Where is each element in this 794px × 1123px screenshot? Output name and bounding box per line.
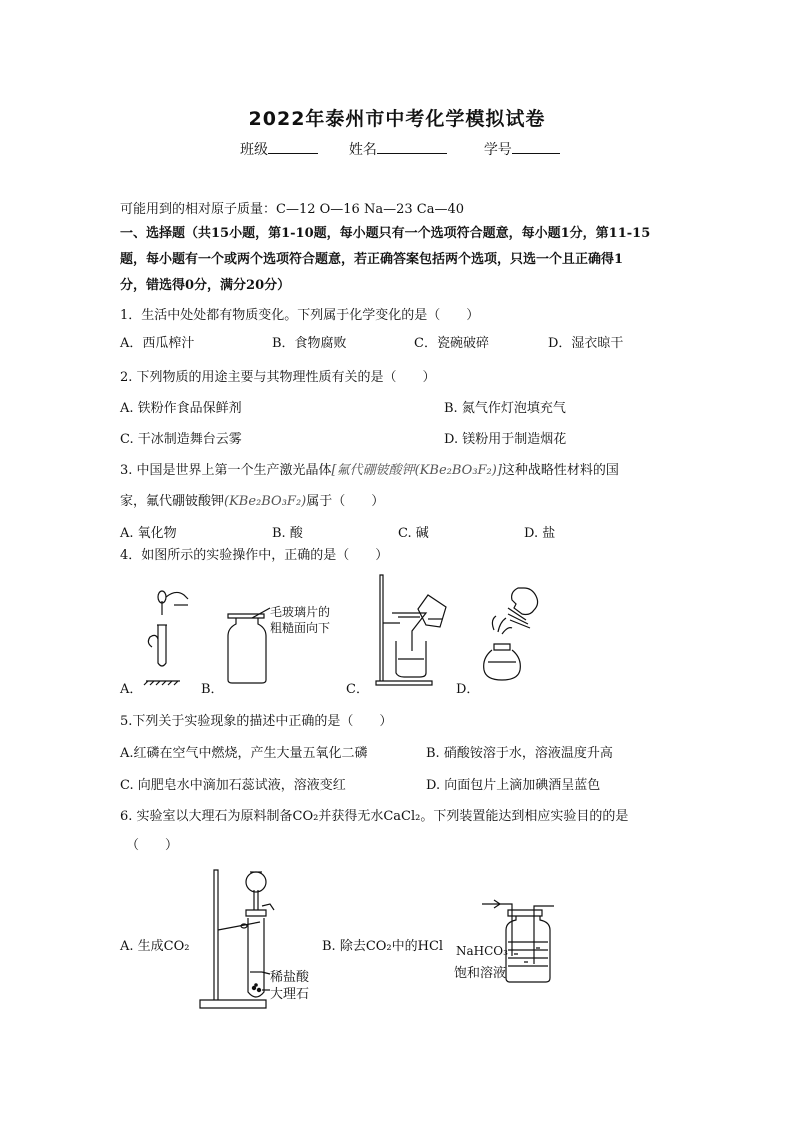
question-6-option-a: A. 生成CO₂: [120, 939, 190, 954]
name-blank: [377, 141, 447, 154]
question-1-option-a: A．西瓜榨汁: [120, 336, 195, 351]
name-label: 姓名: [348, 142, 377, 158]
id-blank: [512, 141, 560, 154]
question-6-option-b: B. 除去CO₂中的HCl: [322, 939, 444, 954]
id-label: 学号: [483, 142, 512, 158]
section-instructions-3: 分，错选得0分，满分20分）: [120, 278, 291, 293]
page-title: 2022年泰州市中考化学模拟试卷: [248, 108, 546, 130]
q4-figure-b-gas-bottle-icon: [224, 612, 274, 684]
q6-a-label-marble: 大理石: [270, 987, 310, 1002]
q6-a-label-acid: 稀盐酸: [270, 970, 310, 985]
q4-b-note-line2: 粗糙面向下: [270, 621, 331, 635]
q4-figure-c-filtration-icon: [370, 573, 460, 685]
question-1-stem: 1．生活中处处都有物质变化。下列属于化学变化的是（ ）: [120, 308, 480, 323]
question-5-option-a: A.红磷在空气中燃烧，产生大量五氧化二磷: [120, 746, 368, 761]
question-3-stem-pre: 3. 中国是世界上第一个生产激光晶体: [120, 463, 332, 478]
section-instructions-1: 一、选择题（共15小题，第1-10题，每小题只有一个选项符合题意，每小题1分，第11-15: [120, 226, 651, 241]
question-2-option-d: D. 镁粉用于制造烟花: [444, 432, 567, 447]
question-3-option-b: B. 酸: [272, 526, 303, 541]
class-blank: [268, 141, 318, 154]
question-4-option-b: B．: [201, 682, 224, 697]
q6-b-label-solution: 饱和溶液: [454, 966, 507, 981]
student-info-line: [240, 139, 560, 159]
question-3-line2-pre: 家，氟代硼铍酸钾: [120, 494, 225, 509]
question-5-option-c: C. 向肥皂水中滴加石蕊试液，溶液变红: [120, 778, 346, 793]
question-1-option-b: B．食物腐败: [272, 336, 347, 351]
question-2-stem: 2. 下列物质的用途主要与其物理性质有关的是（ ）: [120, 370, 436, 385]
question-1-option-d: D．湿衣晾干: [548, 336, 624, 351]
question-5-option-b: B. 硝酸铵溶于水，溶液温度升高: [426, 746, 613, 761]
question-5-option-d: D. 向面包片上滴加碘酒呈蓝色: [426, 778, 601, 793]
question-4-option-a: A．: [120, 682, 143, 697]
question-6-blank: （ ）: [126, 838, 179, 853]
section-instructions-2: 题，每小题有一个或两个选项符合题意，若正确答案包括两个选项，只选一个且正确得1: [120, 252, 624, 267]
question-4-option-d: D．: [456, 682, 480, 697]
q4-figure-d-alcohol-lamp-icon: [478, 586, 552, 684]
question-3-stem-post: 这种战略性材料的国: [501, 463, 619, 478]
class-label: 班级: [240, 142, 268, 158]
question-3-option-c: C. 碱: [398, 526, 429, 541]
atomic-mass-line: 可能用到的相对原子质量：C—12 O—16 Na—23 Ca—40: [120, 202, 464, 217]
q6-b-label-nahco3: NaHCO₃: [456, 944, 508, 958]
question-2-option-c: C. 干冰制造舞台云雾: [120, 432, 242, 447]
question-2-option-a: A. 铁粉作食品保鲜剂: [120, 401, 242, 416]
question-3-stem-line2: [120, 490, 384, 509]
question-5-stem: 5.下列关于实验现象的描述中正确的是（ ）: [120, 714, 393, 729]
q4-b-note-line1: 毛玻璃片的: [270, 605, 331, 619]
question-6-stem: 6. 实验室以大理石为原料制备CO₂并获得无水CaCl₂。下列装置能达到相应实验目的的是: [120, 809, 629, 824]
question-3-option-a: A. 氧化物: [120, 526, 177, 541]
question-3-line2-post: 属于（ ）: [306, 494, 385, 509]
formula-kbe2bo3f2: [氟代硼铍酸钾(KBe₂BO₃F₂)]: [331, 463, 502, 478]
q4-figure-a-dropper-icon: [140, 585, 200, 685]
question-3-stem-line1: [120, 459, 619, 478]
question-3-option-d: D. 盐: [524, 526, 556, 541]
question-4-option-c: C．: [346, 682, 369, 697]
question-4-stem: 4．如图所示的实验操作中，正确的是（ ）: [120, 548, 389, 563]
question-1-option-c: C．瓷碗破碎: [414, 336, 489, 351]
question-2-option-b: B. 氮气作灯泡填充气: [444, 401, 566, 416]
formula-kbe2bo3f2-2: (KBe₂BO₃F₂): [224, 494, 307, 509]
